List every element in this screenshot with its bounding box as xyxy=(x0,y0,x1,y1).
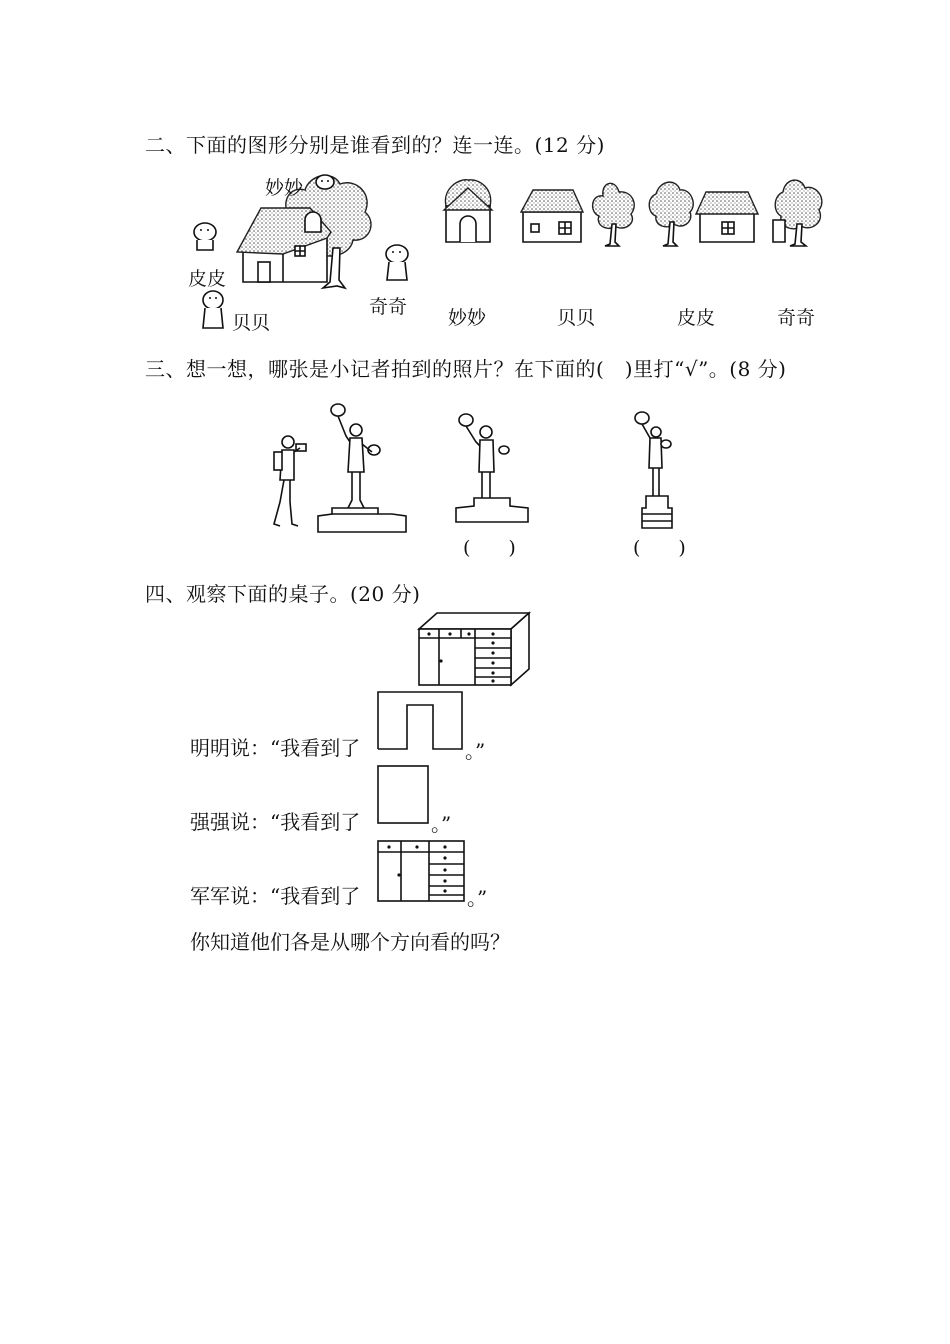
view-label-4: 奇奇 xyxy=(777,307,816,329)
section3-heading: 三、想一想，哪张是小记者拍到的照片？在下面的( )里打“√”。(8 分) xyxy=(145,357,787,381)
view-2-house-tree-icon xyxy=(519,176,639,248)
observer-label-qiqi: 奇奇 xyxy=(369,296,408,318)
athlete-on-podium-icon xyxy=(331,404,380,508)
miaomiao-dog-icon xyxy=(316,175,334,189)
statement-1-suffix: 。” xyxy=(465,739,486,763)
beibei-dog-icon xyxy=(203,291,223,328)
statement-2-suffix: 。” xyxy=(431,812,452,836)
reporter-icon xyxy=(274,436,306,526)
photo-option-2-icon xyxy=(628,408,688,530)
observer-label-miaomiao: 妙妙 xyxy=(265,177,304,199)
statement-1-prefix: 明明说：“我看到了 xyxy=(190,736,361,760)
qiqi-dog-icon xyxy=(386,245,408,280)
view-4-tree-front-icon xyxy=(769,176,829,248)
section2-heading: 二、下面的图形分别是谁看到的？连一连。(12 分) xyxy=(145,133,605,157)
statement-3-prefix: 军军说：“我看到了 xyxy=(190,884,361,908)
view-3-tree-house-icon xyxy=(644,176,762,248)
desk-back-view-icon xyxy=(377,765,429,825)
section4-question: 你知道他们各是从哪个方向看的吗？ xyxy=(190,930,510,954)
desk-3d-icon xyxy=(417,611,531,687)
observer-label-pipi: 皮皮 xyxy=(188,268,227,290)
desk-front-view-icon xyxy=(377,840,465,902)
pipi-dog-icon xyxy=(194,223,216,250)
statement-2-prefix: 强强说：“我看到了 xyxy=(190,810,361,834)
section4-heading: 四、观察下面的桌子。(20 分) xyxy=(145,582,421,606)
view-1-house-icon xyxy=(440,176,496,248)
answer-bracket-1[interactable]: ( ) xyxy=(463,537,516,559)
scene-house-icon xyxy=(237,208,331,282)
reporter-athlete-illustration xyxy=(266,402,416,534)
view-label-1: 妙妙 xyxy=(448,307,487,329)
podium-icon xyxy=(318,508,406,532)
statement-3-suffix: 。” xyxy=(467,886,488,910)
observer-label-beibei: 贝贝 xyxy=(232,312,271,334)
desk-side-view-icon xyxy=(377,691,463,751)
photo-option-1-icon xyxy=(452,410,534,528)
answer-bracket-2[interactable]: ( ) xyxy=(633,537,686,559)
view-label-2: 贝贝 xyxy=(557,307,596,329)
view-label-3: 皮皮 xyxy=(677,307,716,329)
